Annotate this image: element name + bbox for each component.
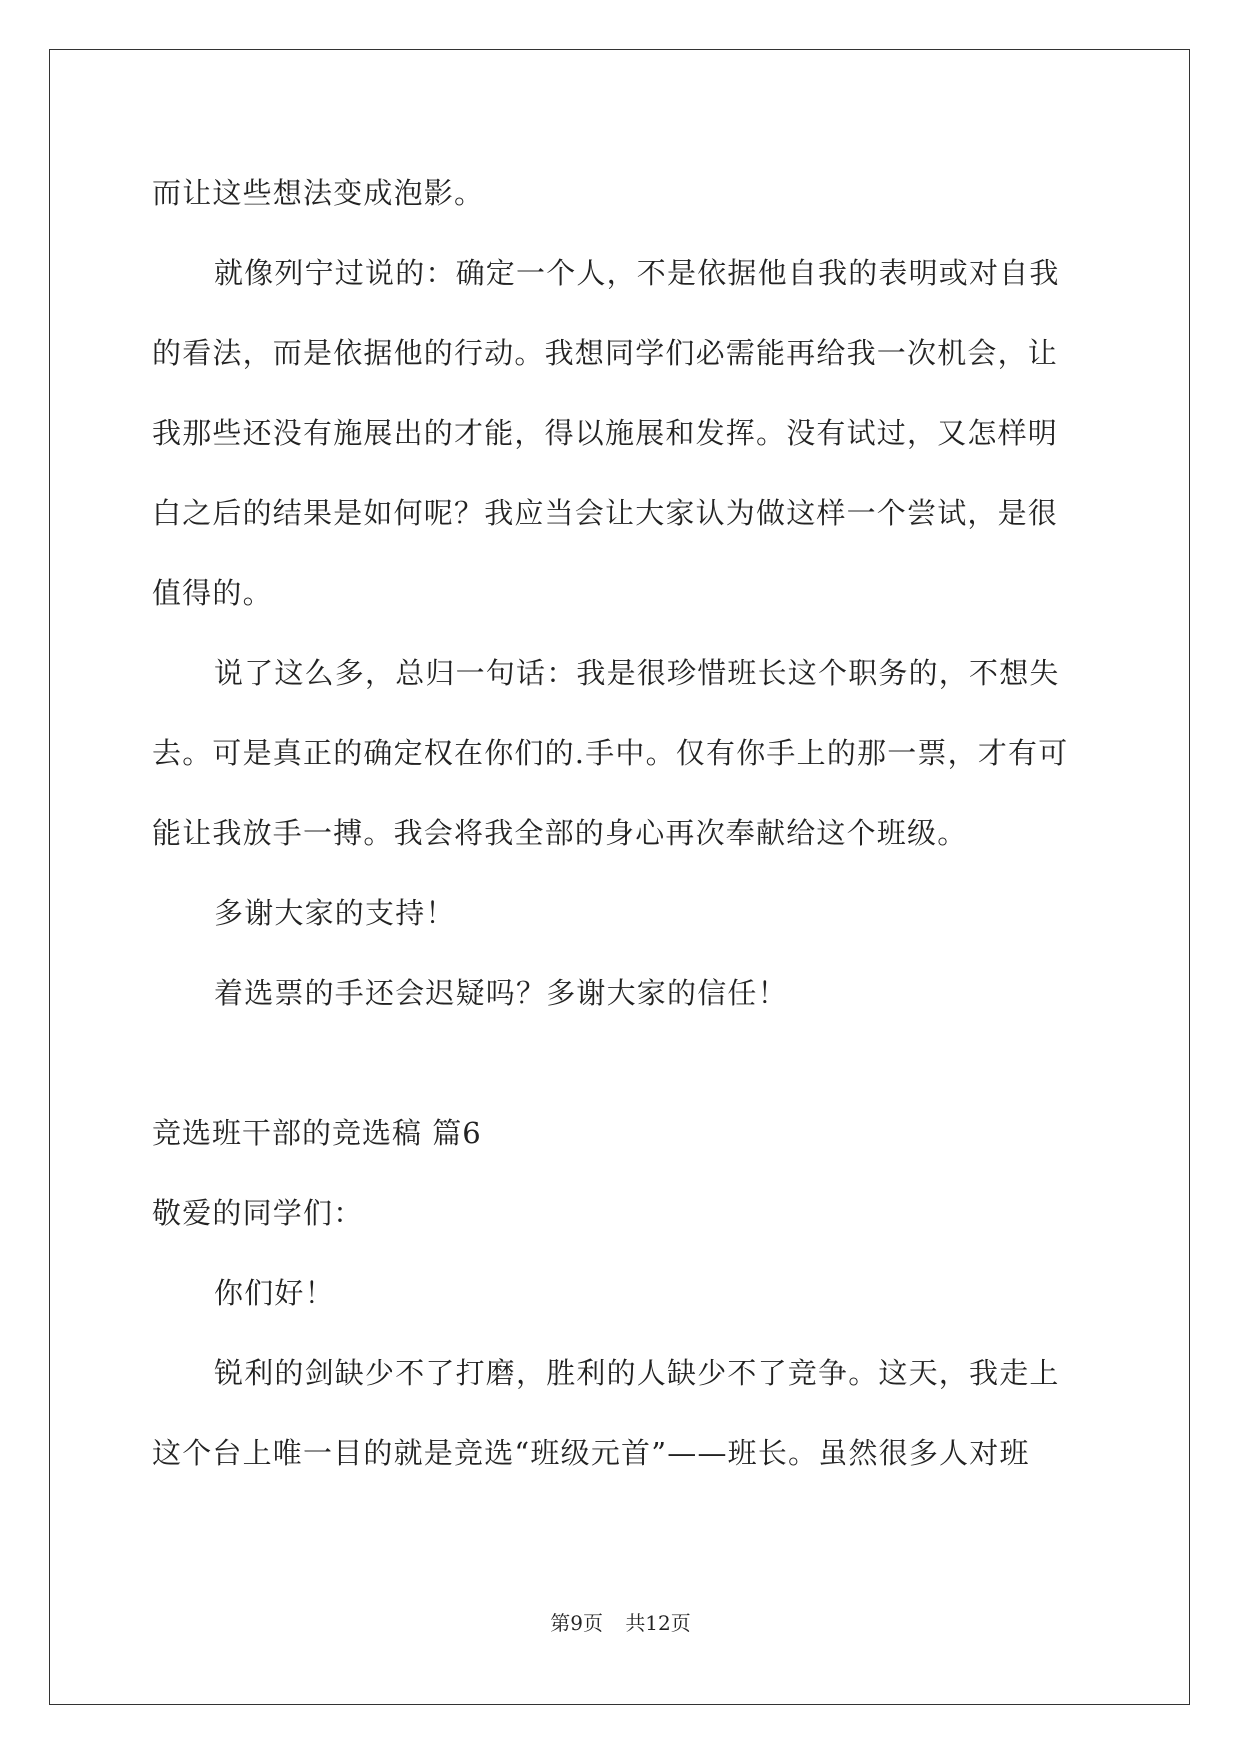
page-number: 第9页 bbox=[550, 1611, 603, 1635]
section-heading: 竞选班干部的竞选稿 篇6 bbox=[152, 1116, 482, 1150]
paragraph-line: 就像列宁过说的：确定一个人，不是依据他自我的表明或对自我 bbox=[214, 256, 1060, 290]
paragraph-line: 白之后的结果是如何呢？我应当会让大家认为做这样一个尝试，是很 bbox=[152, 496, 1059, 530]
paragraph-line: 的看法，而是依据他的行动。我想同学们必需能再给我一次机会，让 bbox=[152, 336, 1059, 370]
paragraph-line: 去。可是真正的确定权在你们的.手中。仅有你手上的那一票，才有可 bbox=[152, 736, 1069, 770]
paragraph-line: 这个台上唯一目的就是竞选“班级元首”——班长。虽然很多人对班 bbox=[152, 1436, 1030, 1470]
paragraph-line: 多谢大家的支持！ bbox=[214, 896, 456, 930]
page-total: 共12页 bbox=[625, 1611, 691, 1635]
paragraph-line: 着选票的手还会迟疑吗？多谢大家的信任！ bbox=[214, 976, 788, 1010]
paragraph-line: 值得的。 bbox=[152, 576, 273, 610]
greeting-line: 你们好！ bbox=[214, 1276, 335, 1310]
salutation-line: 敬爱的同学们： bbox=[152, 1196, 364, 1230]
paragraph-line: 我那些还没有施展出的才能，得以施展和发挥。没有试过，又怎样明 bbox=[152, 416, 1059, 450]
paragraph-line: 说了这么多，总归一句话：我是很珍惜班长这个职务的，不想失 bbox=[214, 656, 1060, 690]
page-footer bbox=[0, 1610, 1241, 1636]
paragraph-line: 能让我放手一搏。我会将我全部的身心再次奉献给这个班级。 bbox=[152, 816, 968, 850]
paragraph-line: 而让这些想法变成泡影。 bbox=[152, 176, 485, 210]
paragraph-line: 锐利的剑缺少不了打磨，胜利的人缺少不了竞争。这天，我走上 bbox=[214, 1356, 1060, 1390]
